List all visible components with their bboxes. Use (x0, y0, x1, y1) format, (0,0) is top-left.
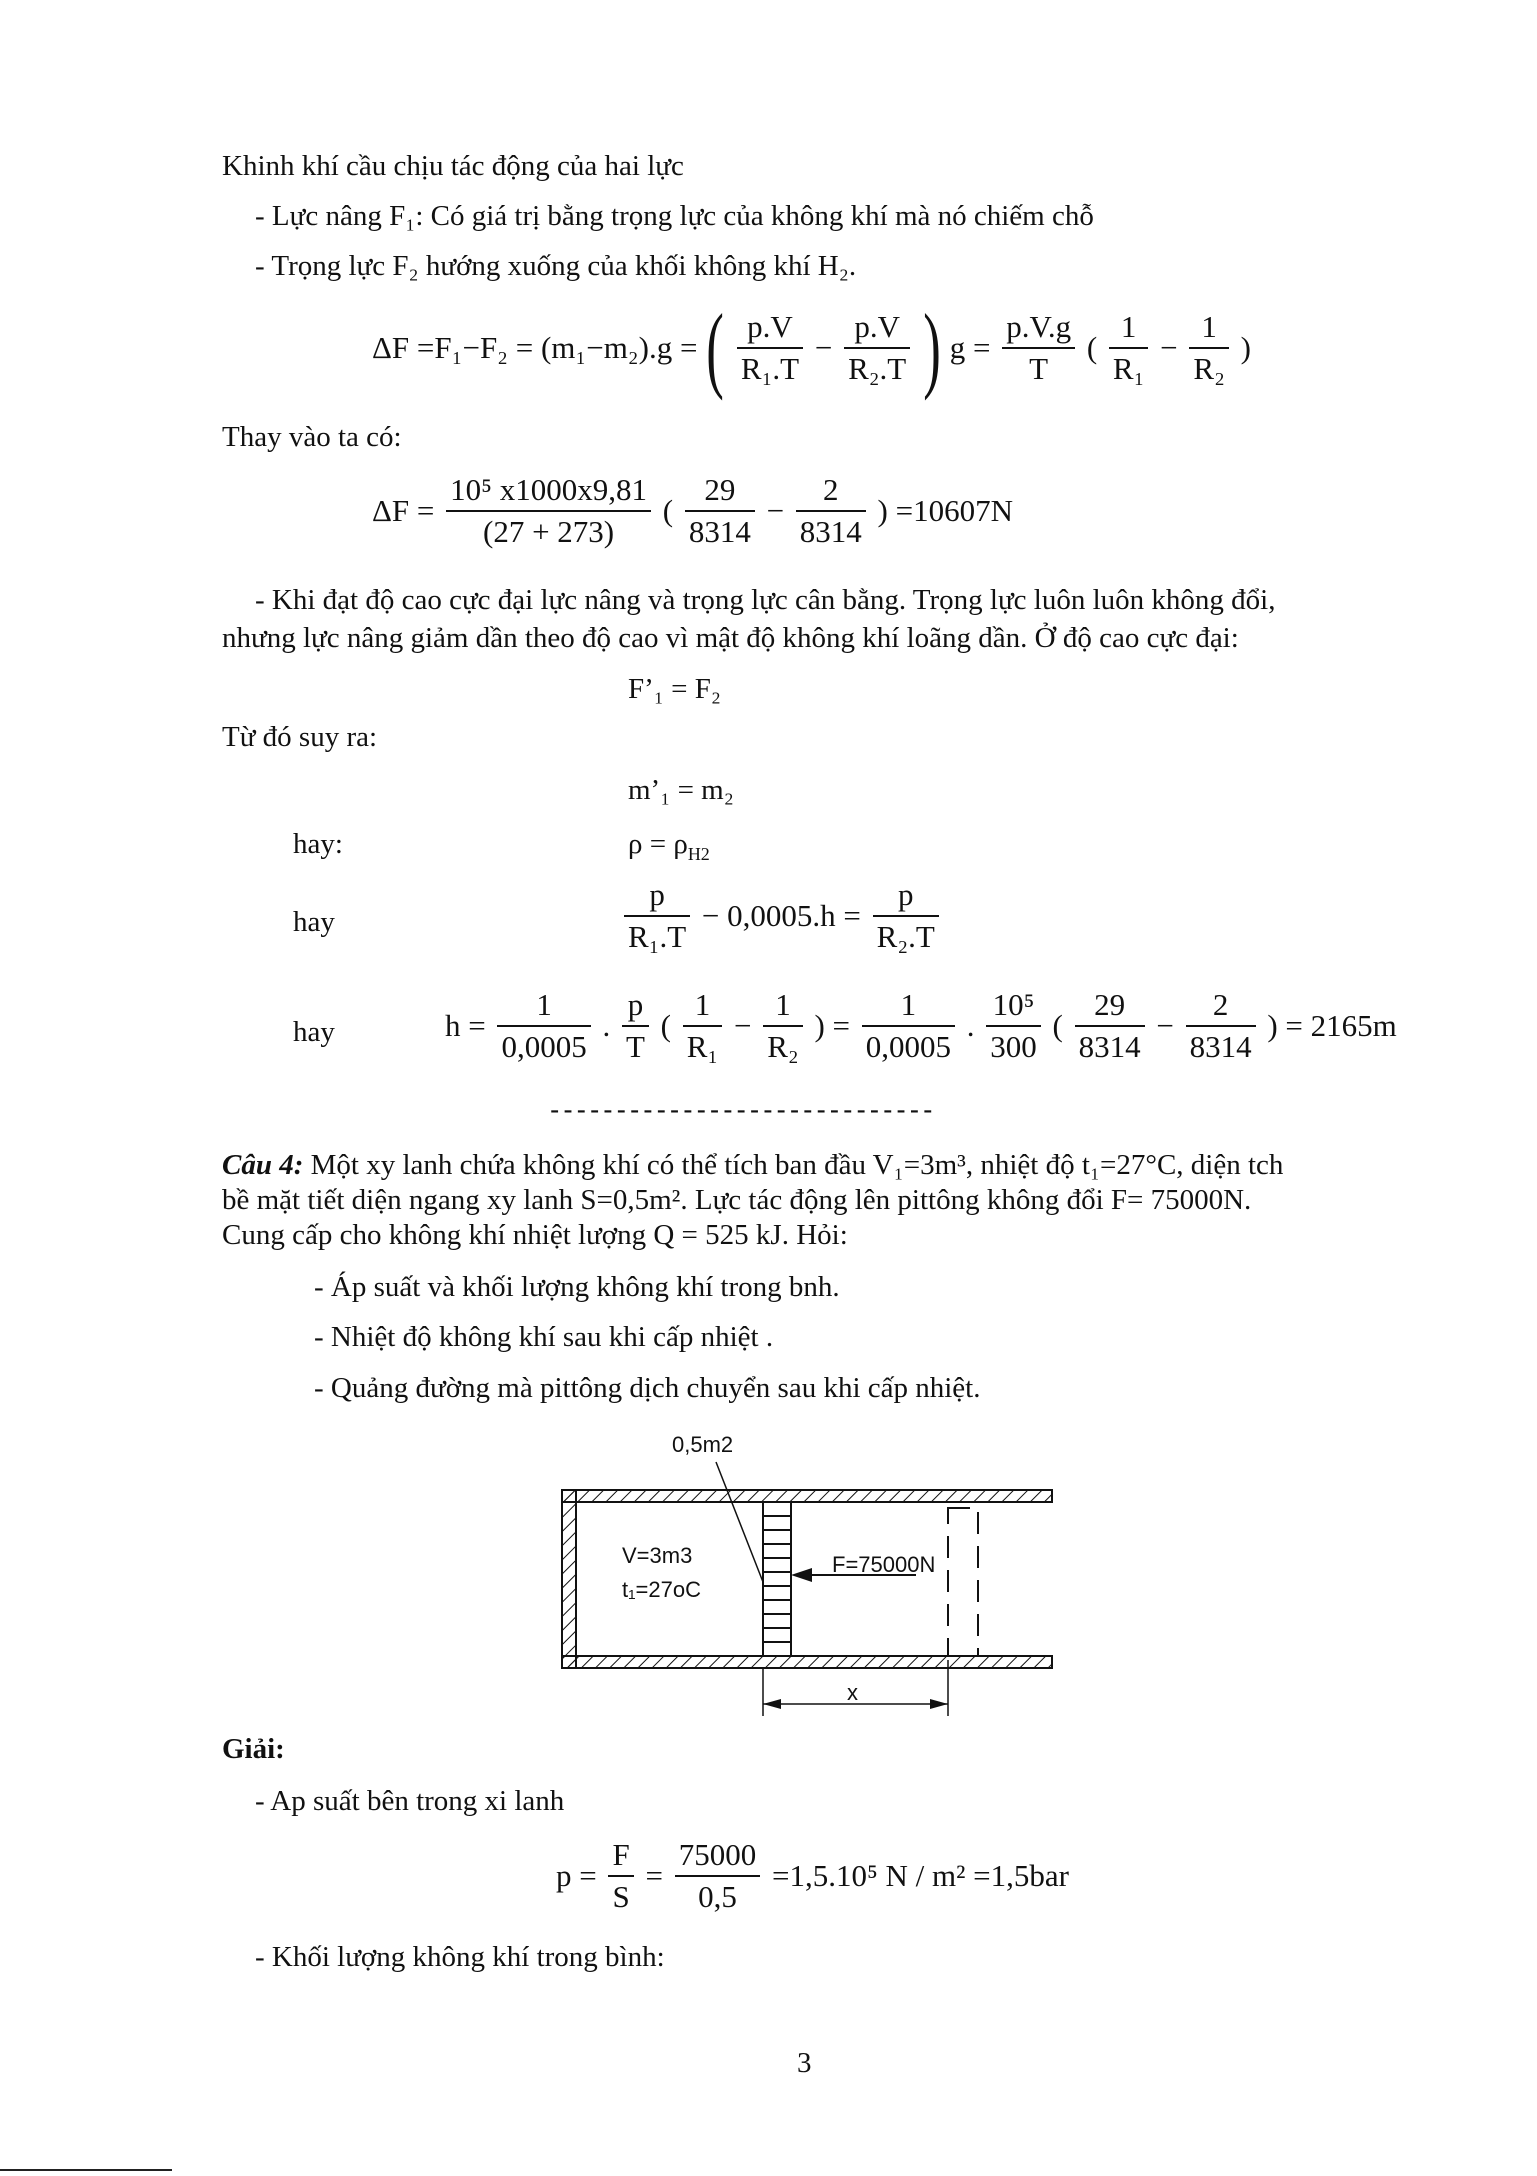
piston-final-position (948, 1508, 978, 1656)
eq7-fraction-3: $\frac{1}{\text{R₁}}$ (683, 985, 722, 1067)
page-number: 3 (797, 2047, 812, 2079)
eq1-minus-2: − (1160, 330, 1178, 365)
eq7-fraction-4: $\frac{1}{\text{R₂}}$ (763, 985, 802, 1067)
eq2-fraction-1: $\frac{\text{10⁵ x1000x9,81}}{(27 + 273)}$ (446, 470, 651, 552)
eq2-minus: − (766, 493, 785, 528)
question-4-text-1: Một xy lanh chứa không khí có thể tích ban đầu V₁=3m³, nhiệt độ t₁=27°C, diện tch (303, 1149, 1284, 1181)
footer-rule (0, 2169, 172, 2171)
hay-label-1: hay: (293, 828, 343, 860)
eq1-fraction-2: $\frac{p.V}{\text{R₂.T}}$ (844, 307, 910, 389)
question-4-line3: Cung cấp cho không khí nhiệt lượng Q = 525 kJ. Hỏi: (222, 1219, 848, 1251)
question-4-item-a: - Áp suất và khối lượng không khí trong bnh. (314, 1271, 840, 1303)
equation-m1-equals-m2: m’₁ = m₂ (628, 774, 734, 806)
force-label: F=75000N (832, 1552, 936, 1577)
section-divider: ----------------------------- (550, 1094, 937, 1125)
eq7-fraction-7: $\frac{29}{8314}$ (1075, 985, 1145, 1067)
eq1-mid: g = (949, 330, 991, 365)
eq7-minus2: − (1156, 1008, 1174, 1043)
eq7-fraction-1: $\frac{1}{0,0005}$ (497, 985, 590, 1067)
max-height-paragraph-line1: - Khi đạt độ cao cực đại lực nâng và trọng lực cân bằng. Trọng lực luôn luôn không đổi, (255, 584, 1276, 616)
eq8-fraction-2: $\frac{75000}{0,5}$ (675, 1835, 761, 1917)
eq2-fraction-2: $\frac{29}{8314}$ (685, 470, 755, 552)
eq7-fraction-6: $\frac{\text{10⁵}}{300}$ (986, 985, 1041, 1067)
eq7-open2: ( (1052, 1008, 1063, 1043)
eq7-mid: ) = (814, 1008, 851, 1043)
eq1-left-paren: ( (706, 294, 724, 401)
eq7-minus1: − (733, 1008, 752, 1043)
volume-label: V=3m3 (622, 1543, 693, 1568)
question-4-item-b: - Nhiệt độ không khí sau khi cấp nhiệt . (314, 1321, 774, 1353)
area-label: 0,5m2 (672, 1432, 734, 1457)
eq1-right-paren: ) (923, 294, 941, 401)
max-height-paragraph-line2: nhưng lực nâng giảm dần theo độ cao vì mật độ không khí loãng dần. Ở độ cao cực đại: (222, 622, 1239, 654)
eq1-fraction-5: $\frac{1}{\text{R₂}}$ (1189, 307, 1228, 389)
eq8-fraction-1: $\frac{F}{S}$ (608, 1835, 633, 1917)
bullet-gravity-force: - Trọng lực F₂ hướng xuống của khối không khí H₂. (255, 250, 857, 282)
question-4-label: Câu 4: (222, 1149, 304, 1181)
eq2-rhs: ) =10607N (877, 493, 1013, 528)
deduce-paragraph: Từ đó suy ra: (222, 721, 378, 753)
eq6-mid: − 0,0005.h = (701, 898, 861, 933)
bullet-lift-force: - Lực nâng F₁: Có giá trị bằng trọng lực của không khí mà nó chiếm chỗ (255, 200, 1094, 232)
eq1-close: ) (1240, 330, 1251, 365)
eq7-dot1: . (602, 1008, 611, 1043)
eq7-rhs: ) = 2165m (1267, 1008, 1397, 1043)
eq7-dot2: . (966, 1008, 975, 1043)
intro-paragraph: Khinh khí cầu chịu tác động của hai lực (222, 150, 684, 182)
substitute-paragraph: Thay vào ta có: (222, 421, 402, 453)
eq7-fraction-2: $\frac{p}{T}$ (622, 985, 649, 1067)
question-4-line2: bề mặt tiết diện ngang xy lanh S=0,5m². Lực tác động lên pittông không đổi F= 75000N. (222, 1184, 1252, 1216)
solution-heading: Giải: (222, 1733, 285, 1765)
eq1-fraction-4: $\frac{1}{\text{R₁}}$ (1109, 307, 1148, 389)
eq1-minus: − (814, 330, 833, 365)
dim-arrow-left (763, 1699, 781, 1709)
piston (763, 1502, 791, 1656)
eq2-open: ( (662, 493, 674, 528)
eq8-rhs: =1,5.10⁵ N / m² =1,5bar (771, 1858, 1069, 1893)
area-leader-line (716, 1462, 763, 1582)
eq6-fraction-1: $\frac{p}{\text{R₁.T}}$ (624, 875, 690, 957)
displacement-label: x (847, 1680, 858, 1705)
dim-arrow-right (930, 1699, 948, 1709)
eq7-fraction-5: $\frac{1}{0,0005}$ (862, 985, 955, 1067)
eq1-fraction-3: $\frac{p.V.g}{T}$ (1002, 307, 1075, 389)
eq8-lhs: p = (556, 1858, 597, 1893)
equation-f1-equals-f2: F’₁ = F₂ (628, 673, 721, 705)
eq2-lhs: ΔF = (372, 493, 435, 528)
equation-rho: $\rho = \rho_{H2}$ (628, 828, 710, 864)
eq8-equals: = (645, 1858, 663, 1893)
hay-label-3: hay (293, 1016, 335, 1048)
cylinder-bottom-wall (562, 1656, 1052, 1668)
eq1-lhs: ΔF =F₁−F₂ = (m₁−m₂).g = (372, 330, 698, 365)
eq7-lhs: h = (445, 1008, 486, 1043)
eq7-open1: ( (660, 1008, 671, 1043)
cylinder-left-wall (562, 1490, 576, 1668)
eq7-fraction-8: $\frac{2}{8314}$ (1186, 985, 1256, 1067)
eq1-open: ( (1086, 330, 1098, 365)
hay-label-2: hay (293, 906, 335, 938)
temperature-label: t₁=27oC (622, 1577, 701, 1602)
question-4-item-c: - Quảng đường mà pittông dịch chuyển sau khi cấp nhiệt. (314, 1372, 981, 1404)
solution-mass-text: - Khối lượng không khí trong bình: (255, 1941, 665, 1973)
equation-pressure (556, 1835, 1069, 1917)
cylinder-top-wall (562, 1490, 1052, 1502)
solution-pressure-text: - Ap suất bên trong xi lanh (255, 1785, 565, 1817)
eq1-fraction-1: $\frac{p.V}{\text{R₁.T}}$ (737, 307, 803, 389)
eq6-fraction-2: $\frac{p}{\text{R₂.T}}$ (873, 875, 939, 957)
force-arrow-head (791, 1568, 812, 1582)
eq2-fraction-3: $\frac{2}{8314}$ (796, 470, 866, 552)
